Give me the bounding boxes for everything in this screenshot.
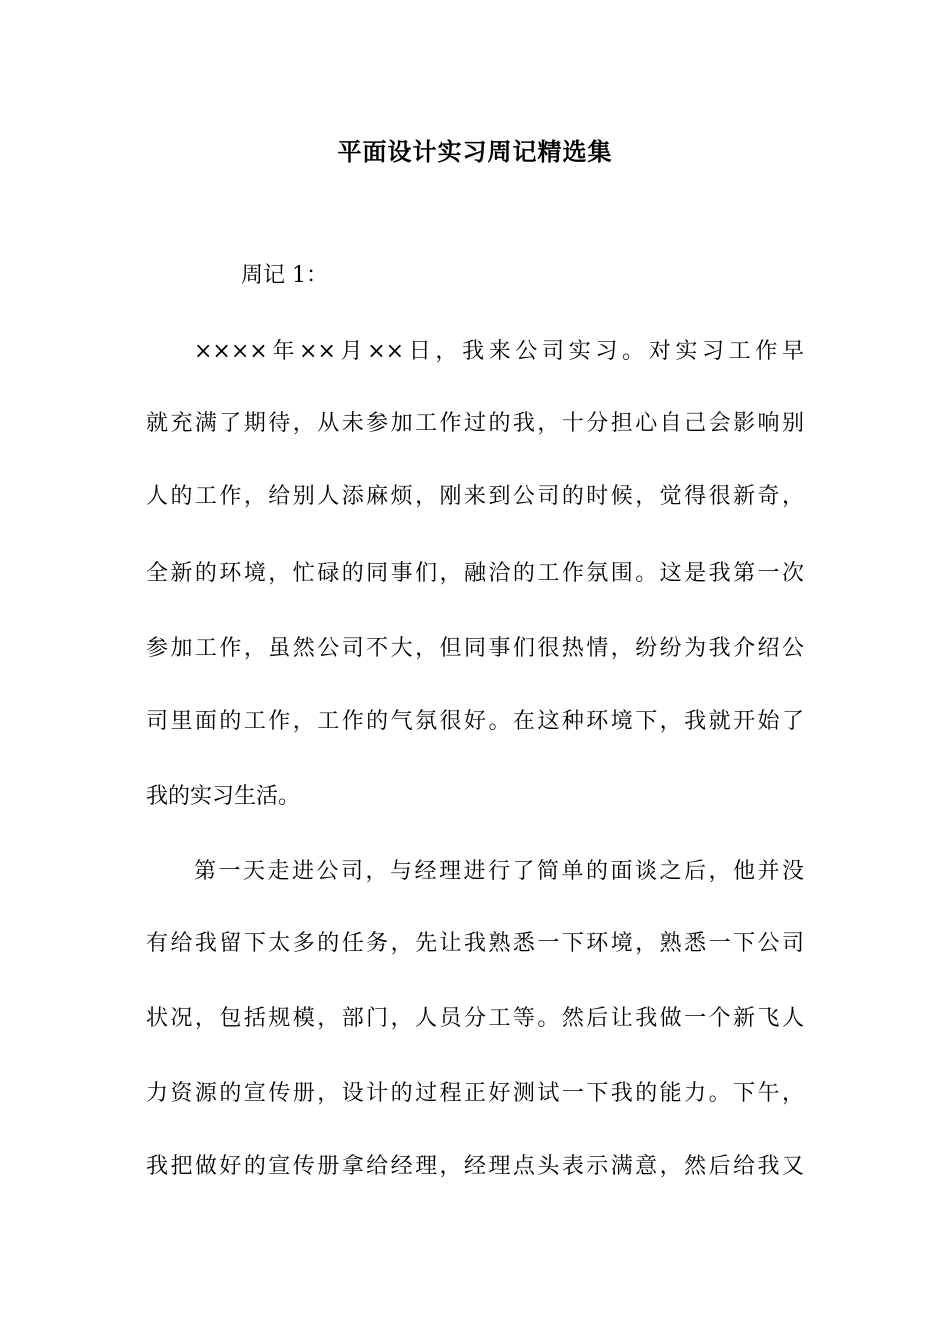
text-line: 力资源的宣传册，设计的过程正好测试一下我的能力。下午， (146, 1081, 804, 1106)
document-title: 平面设计实习周记精选集 (337, 137, 613, 166)
week-label: 周记 1： (241, 263, 328, 288)
text-line: 司里面的工作，工作的气氛很好。在这种环境下，我就开始了 (146, 709, 804, 734)
text-line: 人的工作，给别人添麻烦，刚来到公司的时候，觉得很新奇， (146, 484, 804, 509)
text-line: 我的实习生活。 (146, 784, 301, 809)
text-line: 状况，包括规模，部门，人员分工等。然后让我做一个新飞人 (146, 1006, 804, 1031)
text-line: 参加工作，虽然公司不大，但同事们很热情，纷纷为我介绍公 (146, 636, 804, 661)
text-line: 我把做好的宣传册拿给经理，经理点头表示满意，然后给我又 (146, 1154, 804, 1179)
text-line: ××××年××月××日，我来公司实习。对实习工作早 (194, 339, 804, 364)
text-line: 全新的环境，忙碌的同事们，融洽的工作氛围。这是我第一次 (146, 561, 804, 586)
text-line: 有给我留下太多的任务，先让我熟悉一下环境，熟悉一下公司 (146, 931, 804, 956)
text-line: 第一天走进公司，与经理进行了简单的面谈之后，他并没 (194, 859, 804, 884)
text-line: 就充满了期待，从未参加工作过的我，十分担心自己会影响别 (146, 411, 804, 436)
